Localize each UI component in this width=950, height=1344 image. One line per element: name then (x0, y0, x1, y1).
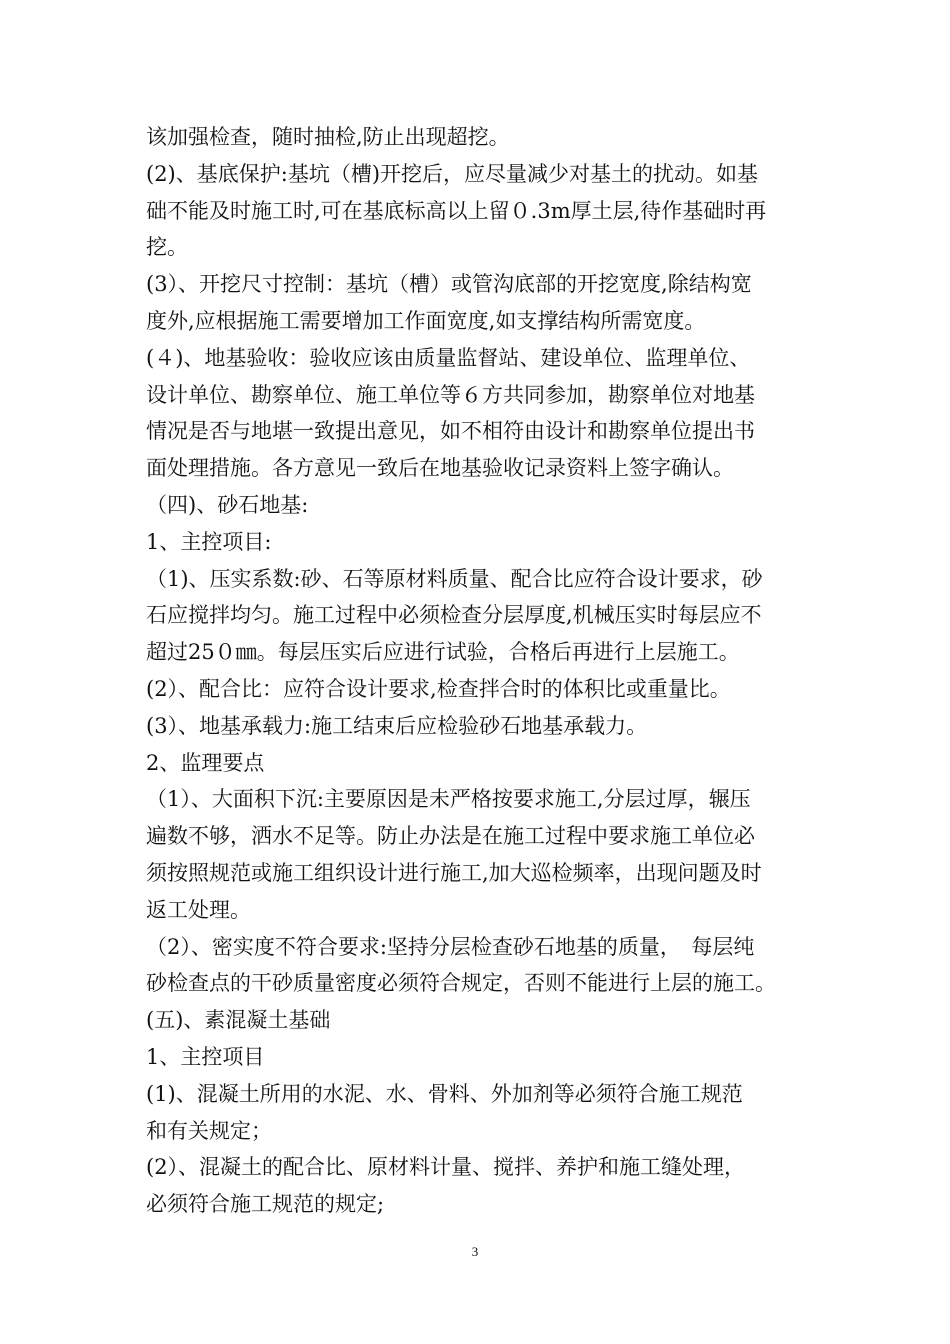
text-line: (４)、地基验收：验收应该由质量监督站、建设单位、监理单位、 (146, 345, 751, 370)
text-line: 和有关规定； (146, 1118, 272, 1143)
page-number: 3 (471, 1244, 479, 1259)
subsection-heading: 1、主控项目 (146, 1044, 265, 1069)
text-line: 度外,应根据施工需要增加工作面宽度,如支撑结构所需宽度。 (146, 308, 706, 333)
text-line: 返工处理。 (146, 897, 251, 922)
text-line: 设计单位、勘察单位、施工单位等６方共同参加，勘察单位对地基 (146, 382, 755, 407)
text-line: 该加强检查，随时抽检,防止出现超挖。 (146, 125, 510, 149)
text-line: 面处理措施。各方意见一致后在地基验收记录资料上签字确认。 (146, 456, 734, 481)
text-line: 超过25０㎜。每层压实后应进行试验，合格后再进行上层施工。 (146, 640, 740, 665)
text-line: (1)、混凝土所用的水泥、水、骨料、外加剂等必须符合施工规范 (146, 1081, 743, 1106)
text-line: （1)、压实系数:砂、石等原材料质量、配合比应符合设计要求，砂 (146, 566, 763, 591)
text-line: (3）、地基承载力:施工结束后应检验砂石地基承载力。 (146, 713, 648, 738)
text-line: (2）、配合比：应符合设计要求,检查拌合时的体积比或重量比。 (146, 676, 731, 701)
text-line: 必须符合施工规范的规定; (146, 1192, 385, 1217)
section-heading: (五)、素混凝土基础 (146, 1008, 331, 1033)
text-line: 须按照规范或施工组织设计进行施工,加大巡检频率，出现问题及时 (146, 860, 762, 885)
text-line: (3）、开挖尺寸控制：基坑（槽）或管沟底部的开挖宽度,除结构宽 (146, 272, 752, 297)
text-line: （2）、密实度不符合要求:坚持分层检查砂石地基的质量， 每层纯 (146, 934, 755, 959)
text-line: (2)、基底保护:基坑（槽)开挖后，应尽量减少对基土的扰动。如基 (146, 161, 759, 186)
text-line: 遍数不够，洒水不足等。防止办法是在施工过程中要求施工单位必 (146, 824, 755, 849)
subsection-heading: 2、监理要点 (146, 750, 265, 775)
subsection-heading: 1、主控项目: (146, 529, 272, 554)
text-line: 情况是否与地堪一致提出意见，如不相符由设计和勘察单位提出书 (146, 419, 755, 444)
text-line: （1）、大面积下沉:主要原因是未严格按要求施工,分层过厚，辗压 (146, 787, 751, 812)
document-body (146, 119, 816, 1223)
text-line: 砂检查点的干砂质量密度必须符合规定，否则不能进行上层的施工。 (146, 971, 776, 996)
section-heading: （四)、砂石地基: (146, 492, 309, 517)
text-line: 础不能及时施工时,可在基底标高以上留０.3m厚土层,待作基础时再 (146, 198, 767, 223)
text-line: (2）、混凝土的配合比、原材料计量、搅拌、养护和施工缝处理， (146, 1155, 746, 1180)
text-line: 挖。 (146, 235, 188, 260)
text-line: 石应搅拌均匀。施工过程中必须检查分层厚度,机械压实时每层应不 (146, 603, 762, 628)
